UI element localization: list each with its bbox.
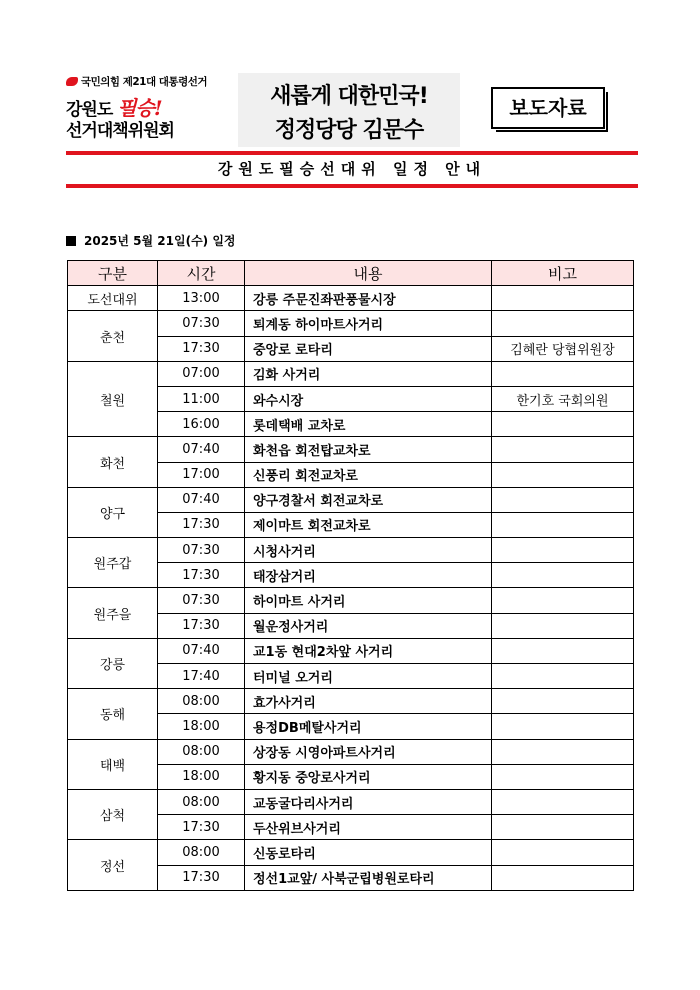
region-cell: 양구 [68,487,158,537]
time-cell: 17:30 [158,865,245,890]
time-cell: 07:40 [158,437,245,462]
content-cell: 신동로타리 [245,840,492,865]
note-cell [492,487,634,512]
schedule-body [68,286,634,891]
time-cell: 07:30 [158,538,245,563]
time-cell: 08:00 [158,739,245,764]
table-row [68,437,634,462]
content-cell: 제이마트 회전교차로 [245,512,492,537]
note-cell [492,613,634,638]
table-row [68,538,634,563]
content-cell: 황지동 중앙로사거리 [245,764,492,789]
table-row [68,840,634,865]
time-cell: 17:40 [158,664,245,689]
note-cell [492,689,634,714]
content-cell: 효가사거리 [245,689,492,714]
time-cell: 08:00 [158,789,245,814]
header-note: 비고 [492,261,634,286]
time-cell: 17:30 [158,563,245,588]
note-cell [492,361,634,386]
region-cell: 화천 [68,437,158,487]
campaign-slogan [238,73,460,147]
date-heading-text: 2025년 5월 21일(수) 일정 [84,234,236,248]
content-cell: 강릉 주문진좌판풍물시장 [245,286,492,311]
press-header [0,0,700,150]
table-row [68,588,634,613]
content-cell: 두산위브사거리 [245,815,492,840]
content-cell: 퇴계동 하이마트사거리 [245,311,492,336]
note-cell [492,512,634,537]
content-cell: 신풍리 회전교차로 [245,462,492,487]
region-cell: 태백 [68,739,158,789]
date-heading [66,232,236,249]
party-election-line: 국민의힘 제21대 대통령선거 [81,76,207,88]
time-cell: 16:00 [158,412,245,437]
schedule-table [67,260,634,891]
bullet-square-icon [66,236,76,246]
time-cell: 18:00 [158,714,245,739]
region-cell: 강릉 [68,638,158,688]
table-row [68,789,634,814]
note-cell [492,538,634,563]
table-row [68,689,634,714]
note-cell [492,764,634,789]
time-cell: 11:00 [158,386,245,411]
table-header-row [68,261,634,286]
slogan-line-1: 새롭게 대한민국! [270,84,428,109]
region-cell: 동해 [68,689,158,739]
note-cell: 한기호 국회의원 [492,386,634,411]
press-release-label: 보도자료 [491,87,605,129]
note-cell [492,739,634,764]
note-cell [492,286,634,311]
note-cell [492,789,634,814]
note-cell [492,437,634,462]
note-cell [492,714,634,739]
note-cell [492,588,634,613]
time-cell: 18:00 [158,764,245,789]
content-cell: 용정DB메탈사거리 [245,714,492,739]
header-content: 내용 [245,261,492,286]
table-row [68,311,634,336]
time-cell: 07:40 [158,638,245,663]
party-flag-icon [66,77,78,86]
region-cell: 춘천 [68,311,158,361]
note-cell [492,311,634,336]
content-cell: 시청사거리 [245,538,492,563]
note-cell: 김혜란 당협위원장 [492,336,634,361]
time-cell: 17:00 [158,462,245,487]
note-cell [492,412,634,437]
content-cell: 정선1교앞/ 사북군립병원로타리 [245,865,492,890]
campaign-logo [66,74,241,144]
time-cell: 07:00 [158,361,245,386]
time-cell: 08:00 [158,689,245,714]
content-cell: 롯데택배 교차로 [245,412,492,437]
org-pilseung: 필승! [117,96,162,120]
slogan-line-2: 정정당당 김문수 [274,118,424,143]
title-rule-top [66,151,638,155]
content-cell: 상장동 시영아파트사거리 [245,739,492,764]
content-cell: 태장삼거리 [245,563,492,588]
note-cell [492,840,634,865]
note-cell [492,815,634,840]
time-cell: 17:30 [158,512,245,537]
time-cell: 17:30 [158,613,245,638]
content-cell: 교1동 현대2차앞 사거리 [245,638,492,663]
content-cell: 양구경찰서 회전교차로 [245,487,492,512]
table-row [68,638,634,663]
content-cell: 월운정사거리 [245,613,492,638]
note-cell [492,664,634,689]
content-cell: 중앙로 로타리 [245,336,492,361]
time-cell: 07:30 [158,311,245,336]
region-cell: 삼척 [68,789,158,839]
region-cell: 도선대위 [68,286,158,311]
content-cell: 하이마트 사거리 [245,588,492,613]
content-cell: 교동굴다리사거리 [245,789,492,814]
note-cell [492,638,634,663]
org-committee: 선거대책위원회 [66,121,174,141]
document-title: 강원도필승선대위 일정 안내 [217,160,487,178]
table-row [68,286,634,311]
time-cell: 07:40 [158,487,245,512]
table-row [68,361,634,386]
time-cell: 17:30 [158,815,245,840]
region-cell: 정선 [68,840,158,890]
content-cell: 화천읍 회전탑교차로 [245,437,492,462]
table-row [68,739,634,764]
note-cell [492,462,634,487]
header-time: 시간 [158,261,245,286]
time-cell: 08:00 [158,840,245,865]
region-cell: 철원 [68,361,158,437]
content-cell: 와수시장 [245,386,492,411]
time-cell: 13:00 [158,286,245,311]
title-rule-bottom [66,184,638,188]
content-cell: 김화 사거리 [245,361,492,386]
region-cell: 원주갑 [68,538,158,588]
table-row [68,487,634,512]
note-cell [492,563,634,588]
note-cell [492,865,634,890]
time-cell: 17:30 [158,336,245,361]
content-cell: 터미널 오거리 [245,664,492,689]
header-region: 구분 [68,261,158,286]
time-cell: 07:30 [158,588,245,613]
region-cell: 원주을 [68,588,158,638]
org-prefix: 강원도 [66,100,113,120]
